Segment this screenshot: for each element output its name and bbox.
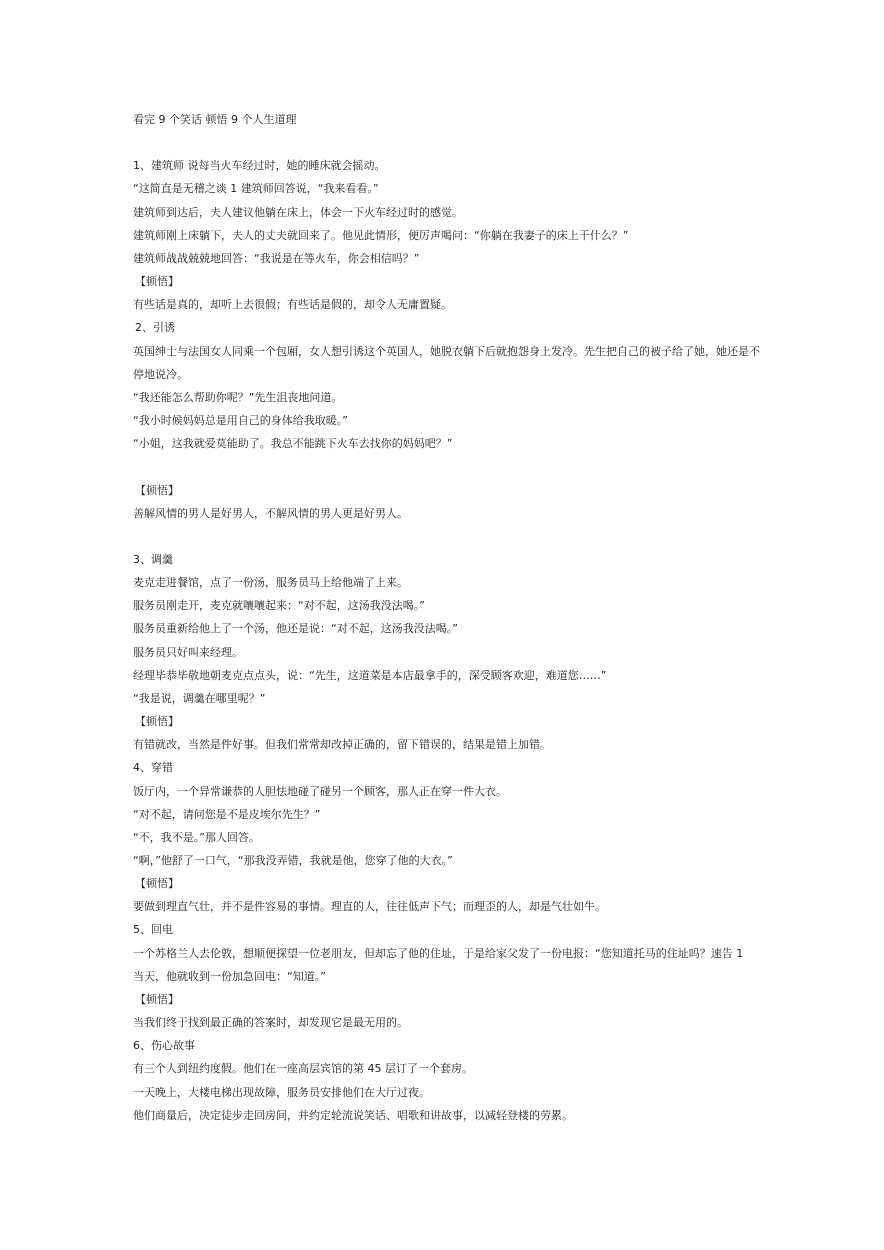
paragraph: 一个苏格兰人去伦敦，想顺便探望一位老朋友，但却忘了他的住址，于是给家父发了一份电报：“您知道托马的住址吗？速告 1 [133, 946, 744, 960]
section-heading: 1、建筑师 说每当火车经过时，她的睡床就会摇动。 [133, 159, 386, 173]
paragraph: “这简直是无稽之谈 1 建筑师回答说，“我来看看。” [133, 182, 379, 196]
paragraph: 有三个人到纽约度假。他们在一座高层宾馆的第 45 层订了一个套房。 [133, 1062, 473, 1076]
insight-text: 有些话是真的，却听上去很假；有些话是假的，却令人无庸置疑。 [133, 298, 452, 312]
paragraph: 建筑师战战兢兢地回答：“我说是在等火车，你会相信吗？” [133, 251, 420, 265]
insight-label: 【顿悟】 [135, 992, 179, 1006]
insight-label: 【顿悟】 [135, 715, 179, 729]
insight-text: 善解风情的男人是好男人，不解风情的男人更是好男人。 [133, 506, 408, 520]
paragraph: “我小时候妈妈总是用自己的身体给我取暖。” [133, 414, 348, 428]
paragraph: 英国绅士与法国女人同乘一个包厢，女人想引诱这个英国人，她脱衣躺下后就抱怨身上发冷。先生把自己的被子给了她，她还是不 [133, 344, 760, 358]
paragraph: “我还能怎么帮助你呢？”先生沮丧地问道。 [133, 390, 343, 404]
paragraph: 当天，他就收到一份加急回电：“知道。” [133, 969, 326, 983]
blank-line [133, 525, 773, 548]
paragraph: “小姐，这我就爱莫能助了。我总不能跳下火车去找你的妈妈吧？” [133, 437, 453, 451]
document-title: 看完 9 个笑话 顿悟 9 个人生道理 [133, 113, 297, 126]
section-heading: 4、穿错 [133, 761, 173, 775]
paragraph: 服务员重新给他上了一个汤，他还是说：“对不起，这汤我没法喝。” [133, 622, 458, 636]
paragraph: 麦克走进餐馆，点了一份汤，服务员马上给他端了上来。 [133, 576, 408, 590]
paragraph: 停地说冷。 [133, 367, 188, 381]
insight-label: 【顿悟】 [135, 275, 179, 289]
paragraph: 经理毕恭毕敬地朝麦克点点头，说：“先生，这道菜是本店最拿手的，深受顾客欢迎，难道您……” [133, 668, 607, 682]
paragraph: 服务员只好叫来经理。 [133, 645, 243, 659]
insight-text: 当我们终于找到最正确的答案时，却发现它是最无用的。 [133, 1016, 408, 1030]
paragraph: 饭厅内，一个异常谦恭的人胆怯地碰了碰另一个顾客，那人正在穿一件大衣。 [133, 784, 507, 798]
insight-label: 【顿悟】 [135, 877, 179, 891]
insight-text: 要做到理直气壮，并不是件容易的事情。理直的人，往往低声下气；而理歪的人，却是气壮如牛。 [133, 900, 606, 914]
paragraph: 建筑师刚上床躺下，夫人的丈夫就回来了。他见此情形，便厉声喝问：“你躺在我妻子的床上干什么？” [133, 228, 629, 242]
section-heading: 5、回电 [133, 923, 173, 937]
paragraph: 他们商量后，决定徒步走回房间，并约定轮流说笑话、唱歌和讲故事，以减轻登楼的劳累。 [133, 1108, 573, 1122]
paragraph: “不，我不是。”那人回答。 [133, 830, 260, 844]
paragraph: 服务员刚走开，麦克就嚷嚷起来：“对不起，这汤我没法喝。” [133, 599, 425, 613]
paragraph: “啊，”他舒了一口气，“那我没弄错，我就是他，您穿了他的大衣。” [133, 854, 453, 867]
blank-line [133, 131, 773, 154]
paragraph: “对不起，请问您是不是皮埃尔先生？” [133, 807, 321, 821]
paragraph: “我是说，调羹在哪里呢？” [133, 691, 266, 705]
paragraph: 一天晚上，大楼电梯出现故障，服务员安排他们在大厅过夜。 [133, 1085, 430, 1099]
section-heading: 2、引诱 [135, 321, 175, 335]
document-body [133, 108, 773, 1127]
section-heading: 6、伤心故事 [133, 1039, 195, 1053]
section-heading: 3、调羹 [133, 552, 173, 566]
paragraph: 建筑师到达后，夫人建议他躺在床上，体会一下火车经过时的感觉。 [133, 205, 463, 219]
blank-line [133, 455, 773, 478]
insight-label: 【顿悟】 [135, 483, 179, 497]
insight-text: 有错就改，当然是件好事。但我们常常却改掉正确的，留下错误的，结果是错上加错。 [133, 738, 551, 752]
